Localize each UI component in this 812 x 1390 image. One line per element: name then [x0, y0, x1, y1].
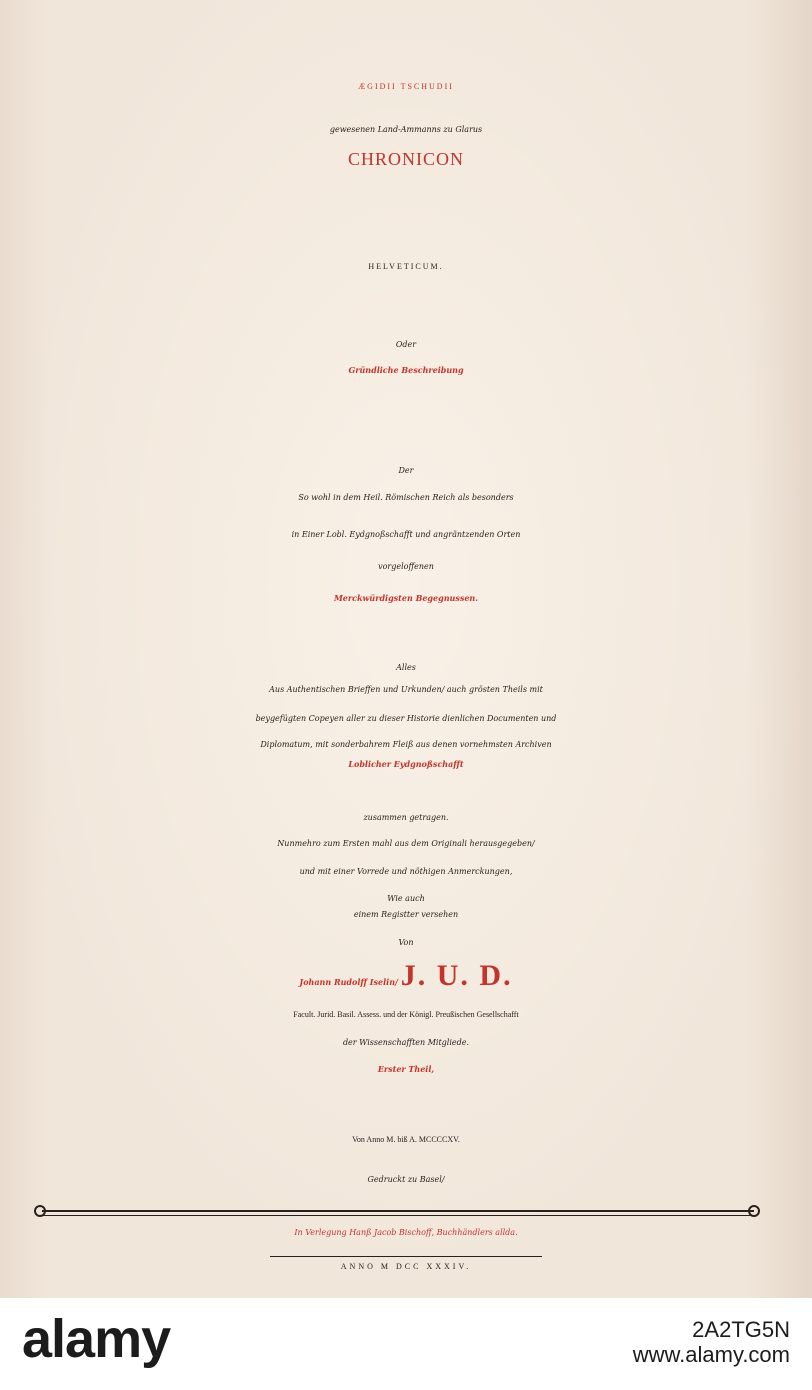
author-name: ÆGIDII TSCHUDII — [358, 82, 454, 91]
ornamental-rule — [42, 1210, 754, 1212]
publisher-rule — [270, 1256, 542, 1257]
oder-line: Oder — [395, 340, 417, 349]
wie-auch-line: Wie auch — [387, 894, 425, 903]
author-office: gewesenen Land-Ammanns zu Glarus — [329, 125, 483, 134]
watermark-info — [633, 1317, 790, 1368]
zusammen-line: zusammen getragen. — [363, 813, 449, 822]
alles-line: Alles — [396, 663, 416, 672]
body-line-3: vorgeloffenen — [378, 562, 434, 571]
body-line-2: in Einer Lobl. Eydgnoßschafft und angräntzenden Orten — [291, 530, 521, 539]
loblicher-heading: Loblicher Eydgnoßschafft — [348, 759, 464, 769]
printed-line: Gedruckt zu Basel/ — [367, 1175, 445, 1184]
wissenschaften-line: der Wissenschafften Mitgliede. — [342, 1038, 470, 1047]
grundliche-heading: Gründliche Beschreibung — [348, 365, 464, 375]
rule-end-ornament-left — [34, 1205, 46, 1217]
editor-line — [0, 961, 812, 991]
main-title: CHRONICON — [347, 149, 464, 169]
sub-title: HELVETICUM. — [368, 262, 444, 271]
rule-end-ornament-right — [748, 1205, 760, 1217]
register-line: einem Registter versehen — [353, 910, 459, 919]
watermark-logo: alamy — [22, 1309, 171, 1369]
volume-heading: Erster Theil, — [377, 1064, 435, 1074]
editor-degree: J. U. D. — [400, 959, 513, 992]
editor-name: Johann Rudolff Iselin/ — [299, 977, 398, 987]
nunmehro-line: Nunmehro zum Ersten mahl aus dem Originali herausgegeben/ — [277, 839, 535, 848]
anno-range-line: Von Anno M. biß A. MCCCCXV. — [352, 1135, 460, 1144]
beyg-line: beygefügten Copeyen aller zu dieser Historie dienlichen Documenten und — [255, 714, 557, 723]
und-line: und mit einer Vorrede und nöthigen Anmerckungen, — [299, 867, 513, 876]
publisher-line: In Verlegung Hanß Jacob Bischoff, Buchhändlers allda. — [294, 1228, 518, 1237]
aus-line: Aus Authentischen Brieffen und Urkunden/ auch grösten Theils mit — [269, 685, 543, 694]
watermark-image-id: 2A2TG5N — [692, 1317, 790, 1342]
faculty-line: Facult. Jurid. Basil. Assess. und der Königl. Preußischen Gesellschafft — [293, 1010, 519, 1019]
der-line: Der — [398, 466, 414, 475]
watermark-url: www.alamy.com — [632, 1342, 790, 1368]
dipl-line: Diplomatum, mit sonderbahrem Fleiß aus denen vornehmsten Archiven — [260, 740, 552, 749]
von-line: Von — [398, 938, 414, 947]
ornamental-rule-thin — [42, 1215, 754, 1216]
imprint-year: ANNO M DCC XXXIV. — [340, 1262, 472, 1271]
merckwurdig-heading: Merckwürdigsten Begegnussen. — [333, 593, 479, 603]
body-line-1: So wohl in dem Heil. Römischen Reich als besonders — [298, 493, 514, 502]
